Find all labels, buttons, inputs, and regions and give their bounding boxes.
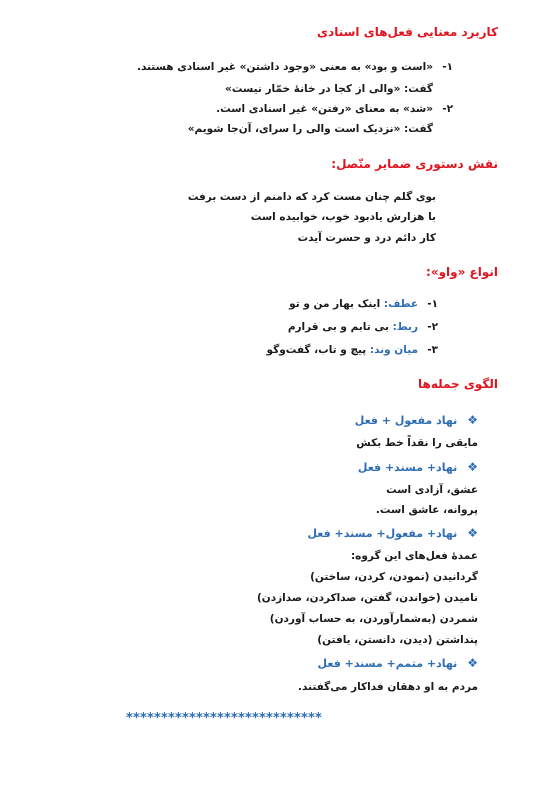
footer-star-divider: **************************** bbox=[126, 711, 322, 726]
section-title-copular-verbs: کاربرد معنایی فعل‌های اسنادی bbox=[317, 25, 498, 39]
pattern-heading: ❖نهاد+ مفعول+ مسند+ فعل bbox=[307, 526, 478, 540]
diamond-bullet-icon: ❖ bbox=[467, 460, 478, 474]
example-line: مردم به او دهقان فداکار می‌گفتند. bbox=[297, 681, 478, 693]
example-line: پنداشتن (دیدن، دانستن، یافتن) bbox=[317, 634, 478, 646]
pattern-heading: ❖نهاد مفعول + فعل bbox=[354, 413, 478, 427]
list-item: ۲-«شد» به معنای «رفتن» غیر اسنادی است. bbox=[216, 103, 453, 115]
example-line: عمدهٔ فعل‌های این گروه: bbox=[350, 550, 478, 562]
poem-line: بوی گلم چنان مست کرد که دامنم از دست برفت bbox=[187, 191, 436, 203]
list-item: ۱-«است و بود» به معنی «وجود داشتن» غیر اسنادی هستند. bbox=[136, 61, 453, 73]
example-line: گردانیدن (نمودن، کردن، ساختن) bbox=[310, 571, 478, 583]
example-line: مایقی را نقداً خط بکش bbox=[356, 437, 478, 449]
pattern-heading: ❖نهاد+ مسند+ فعل bbox=[357, 460, 478, 474]
section-title-vav-types: انواع «واو»: bbox=[426, 265, 498, 279]
list-item: گفت: «نزدیک است والی را سرای، آن‌جا شویم» bbox=[187, 123, 433, 135]
example-line: نامیدن (خواندن، گفتن، صداکردن، صدازدن) bbox=[256, 592, 478, 604]
list-item: ۱-عطف: اینک بهار من و تو bbox=[289, 298, 438, 310]
section-title-sentence-patterns: الگوی جمله‌ها bbox=[418, 377, 498, 391]
list-item: گفت: «والی از کجا در خانهٔ خمّار نیست» bbox=[225, 83, 433, 95]
diamond-bullet-icon: ❖ bbox=[467, 656, 478, 670]
section-title-pronouns: نقش دستوری ضمایر متّصل: bbox=[331, 157, 498, 171]
diamond-bullet-icon: ❖ bbox=[467, 526, 478, 540]
example-line: شمردن (به‌شمارآوردن، به حساب آوردن) bbox=[269, 613, 478, 625]
list-item: ۲-ربط: بی تابم و بی قرارم bbox=[287, 321, 438, 333]
pattern-heading: ❖نهاد+ متمم+ مسند+ فعل bbox=[317, 656, 478, 670]
diamond-bullet-icon: ❖ bbox=[467, 413, 478, 427]
example-line: پروانه، عاشق است. bbox=[375, 504, 478, 516]
example-line: عشق، آزادی است bbox=[386, 484, 478, 496]
poem-line: کار دائم درد و حسرت آیدت bbox=[297, 232, 436, 244]
poem-line: با هزارش یادبود خوب، خوابیده است bbox=[250, 211, 436, 223]
list-item: ۳-میان وند: پیچ و تاب، گفت‌وگو bbox=[266, 344, 438, 356]
